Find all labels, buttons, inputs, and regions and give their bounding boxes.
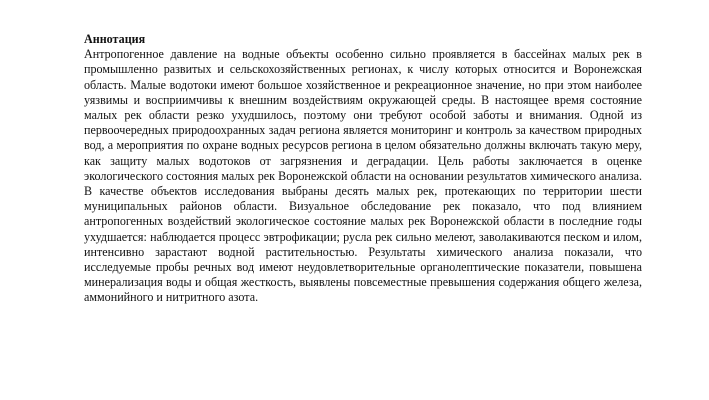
abstract-paragraph: Антропогенное давление на водные объекты особенно сильно проявляется в бассейнах малых рек в промышленно развитых и сельскохозяйственных регионах, к числу которых относится и Воронежская область. Малые водотоки имеют большое хозяйственное и рекреационное значение, но при этом наиболее уязвимы и восприимчивы к внешним воздействиям окружающей среды. В настоящее время состояние малых рек области резко ухудшилось, поэтому они требуют особой заботы и внимания. Одной из первоочередных природоохранных задач региона является мониторинг и контроль за качеством природных вод, а мероприятия по охране водных ресурсов региона в целом обязательно должны включать такую меру, как защиту малых водотоков от загрязнения и деградации. Цель работы заключается в оценке экологического состояния малых рек Воронежской области на основании результатов химического анализа. В качестве объектов исследования выбраны десять малых рек, протекающих по территории шести муниципальных районов области. Визуальное обследование рек показало, что под влиянием антропогенных воздействий экологическое состояние малых рек Воронежской области в последние годы ухудшается: наблюдается процесс эвтрофикации; русла рек сильно мелеют, заволакиваются песком и илом, интенсивно зарастают водной растительностью. Результаты химического анализа показали, что исследуемые пробы речных вод имеют неудовлетворительные органолептические показатели, повышена минерализация воды и общая жесткость, выявлены повсеместные превышения содержания общего железа, аммонийного и нитритного азота. <box>84 47 642 305</box>
abstract-section <box>84 32 642 306</box>
abstract-heading: Аннотация <box>84 32 146 46</box>
